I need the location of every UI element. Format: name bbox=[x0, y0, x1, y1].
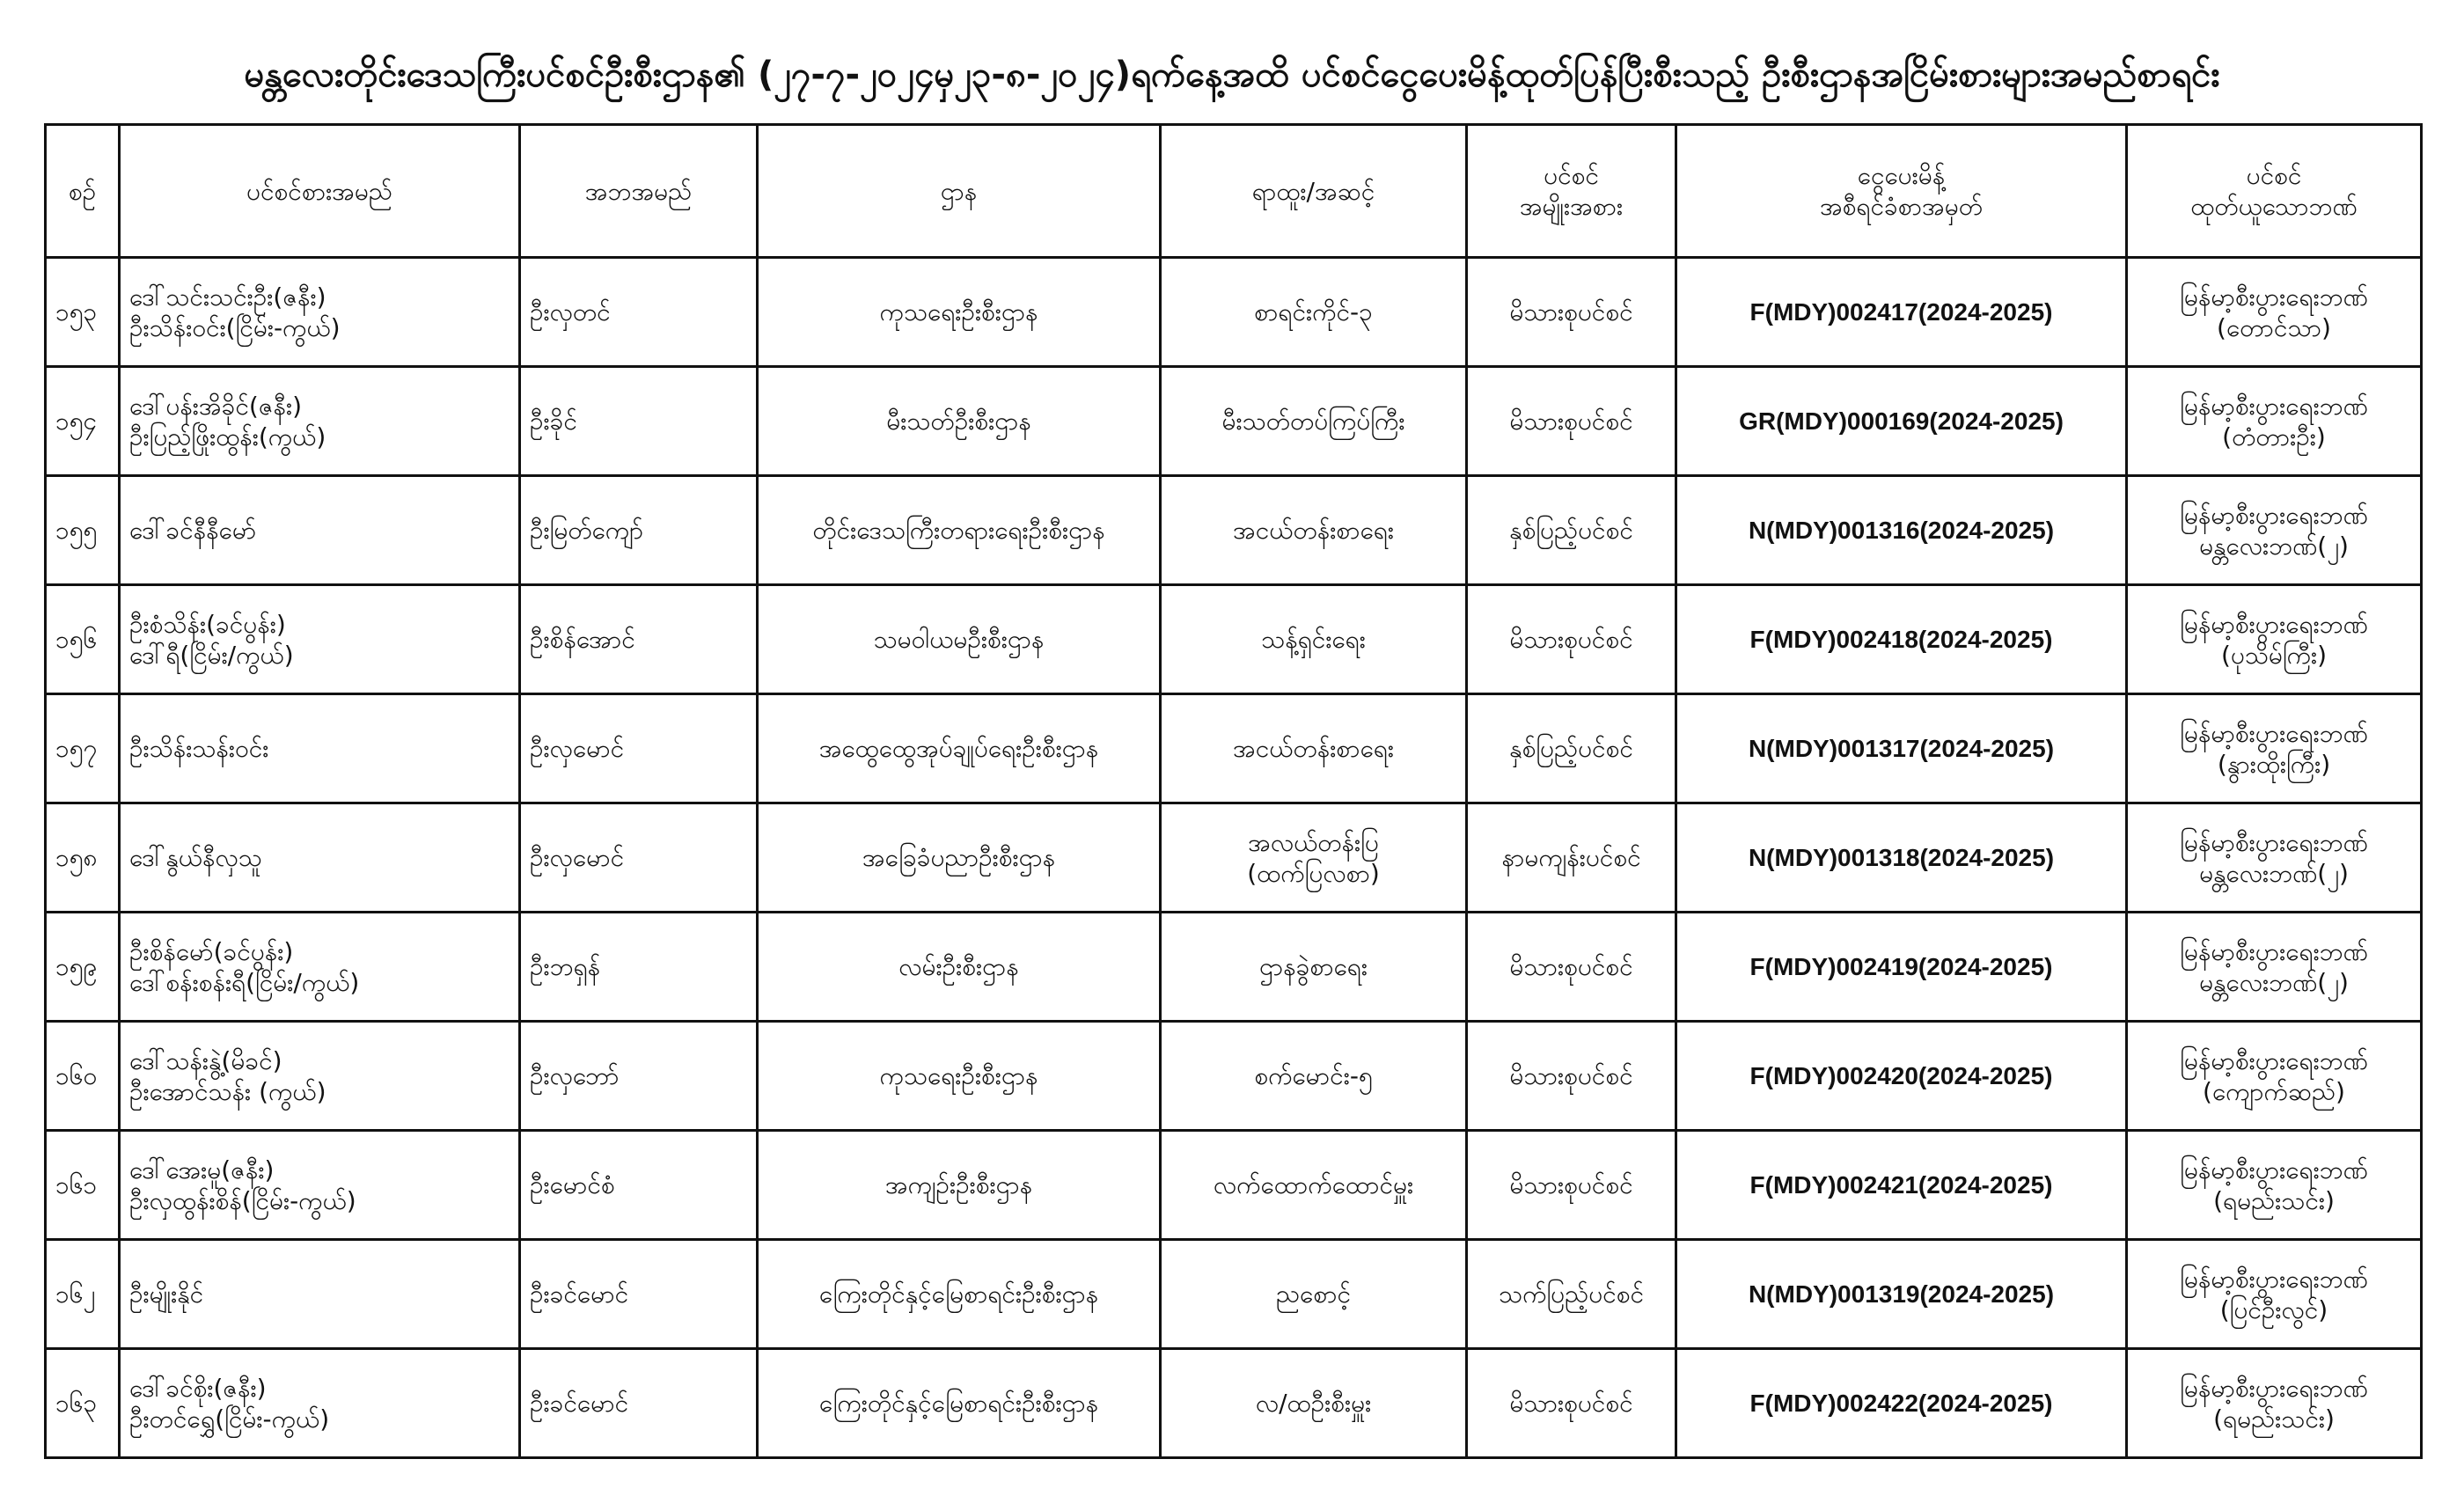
cell-reg: F(MDY)002418(2024-2025) bbox=[1676, 585, 2127, 694]
cell-position: သန့်ရှင်းရေး bbox=[1161, 585, 1467, 694]
cell-father: ဦးမြတ်ကျော် bbox=[520, 476, 758, 585]
cell-no: ၁၅၄ bbox=[46, 367, 120, 476]
bank-line1: မြန်မာ့စီးပွားရေးဘဏ် bbox=[2180, 609, 2368, 639]
cell-position: ဌာနခွဲစာရေး bbox=[1161, 913, 1467, 1022]
cell-position bbox=[1161, 803, 1467, 913]
bank-line2: (ပြင်ဦးလွင်) bbox=[2219, 1294, 2328, 1324]
name-line1: ဒေါ်ပန်းအိခိုင်(ဇနီး) bbox=[129, 391, 302, 421]
cell-reg: N(MDY)001317(2024-2025) bbox=[1676, 694, 2127, 803]
bank-line2: (ရမည်းသင်း) bbox=[2213, 1404, 2335, 1434]
header-bank bbox=[2127, 125, 2422, 258]
cell-position: စက်မောင်း-၅ bbox=[1161, 1022, 1467, 1131]
table-header-row bbox=[46, 125, 2422, 258]
cell-name bbox=[120, 585, 520, 694]
cell-type: မိသားစုပင်စင် bbox=[1467, 913, 1676, 1022]
position-line2: (ထက်ပြလစာ) bbox=[1247, 858, 1380, 888]
cell-dept: တိုင်းဒေသကြီးတရားရေးဦးစီးဌာန bbox=[758, 476, 1161, 585]
header-no: စဉ် bbox=[46, 125, 120, 258]
name-line1: ဒေါ်နွယ်နီလှသူ bbox=[129, 843, 262, 872]
cell-no: ၁၅၃ bbox=[46, 258, 120, 367]
name-line2: ဒေါ်ရီ(ငြိမ်း/ကွယ်) bbox=[129, 640, 294, 670]
cell-name bbox=[120, 694, 520, 803]
table-row bbox=[46, 1240, 2422, 1349]
cell-type: နှစ်ပြည့်ပင်စင် bbox=[1467, 476, 1676, 585]
cell-dept: သမဝါယမဦးစီးဌာန bbox=[758, 585, 1161, 694]
cell-father: ဦးလှတင် bbox=[520, 258, 758, 367]
name-line1: ဒေါ်အေးမူ(ဇနီး) bbox=[129, 1155, 275, 1184]
cell-dept: ကုသရေးဦးစီးဌာန bbox=[758, 258, 1161, 367]
header-dept: ဌာန bbox=[758, 125, 1161, 258]
cell-bank bbox=[2127, 367, 2422, 476]
cell-position: မီးသတ်တပ်ကြပ်ကြီး bbox=[1161, 367, 1467, 476]
cell-reg: GR(MDY)000169(2024-2025) bbox=[1676, 367, 2127, 476]
cell-dept: အခြေခံပညာဦးစီးဌာန bbox=[758, 803, 1161, 913]
header-father: အဘအမည် bbox=[520, 125, 758, 258]
cell-bank bbox=[2127, 694, 2422, 803]
name-line1: ဒေါ်ခင်နီနီမော် bbox=[129, 516, 257, 545]
cell-bank bbox=[2127, 1022, 2422, 1131]
header-reg-line2: အစီရင်ခံစာအမှတ် bbox=[1819, 192, 1984, 221]
table-row bbox=[46, 1349, 2422, 1458]
cell-type: နှစ်ပြည့်ပင်စင် bbox=[1467, 694, 1676, 803]
cell-type: မိသားစုပင်စင် bbox=[1467, 1349, 1676, 1458]
header-reg bbox=[1676, 125, 2127, 258]
bank-line1: မြန်မာ့စီးပွားရေးဘဏ် bbox=[2180, 282, 2368, 312]
cell-type: မိသားစုပင်စင် bbox=[1467, 367, 1676, 476]
cell-reg: N(MDY)001319(2024-2025) bbox=[1676, 1240, 2127, 1349]
name-line2: ဦးအောင်သန်း (ကွယ်) bbox=[129, 1076, 326, 1106]
cell-father: ဦးလှမောင် bbox=[520, 694, 758, 803]
bank-line1: မြန်မာ့စီးပွားရေးဘဏ် bbox=[2180, 936, 2368, 966]
cell-name bbox=[120, 1022, 520, 1131]
cell-type: သက်ပြည့်ပင်စင် bbox=[1467, 1240, 1676, 1349]
bank-line2: (ကျောက်ဆည်) bbox=[2203, 1076, 2345, 1106]
cell-position: စာရင်းကိုင်-၃ bbox=[1161, 258, 1467, 367]
bank-line1: မြန်မာ့စီးပွားရေးဘဏ် bbox=[2180, 718, 2368, 748]
table-row bbox=[46, 1131, 2422, 1240]
table-row bbox=[46, 367, 2422, 476]
name-line1: ဒေါ်ခင်စိုး(ဇနီး) bbox=[129, 1373, 267, 1403]
header-type bbox=[1467, 125, 1676, 258]
bank-line1: မြန်မာ့စီးပွားရေးဘဏ် bbox=[2180, 391, 2368, 421]
bank-line1: မြန်မာ့စီးပွားရေးဘဏ် bbox=[2180, 827, 2368, 857]
cell-position: အငယ်တန်းစာရေး bbox=[1161, 694, 1467, 803]
bank-line2: မန္တလေးဘဏ်(၂) bbox=[2199, 858, 2349, 888]
cell-name bbox=[120, 367, 520, 476]
cell-dept: အကျဉ်းဦးစီးဌာန bbox=[758, 1131, 1161, 1240]
cell-father: ဦးမောင်စံ bbox=[520, 1131, 758, 1240]
cell-bank bbox=[2127, 1240, 2422, 1349]
cell-reg: F(MDY)002421(2024-2025) bbox=[1676, 1131, 2127, 1240]
cell-dept: လမ်းဦးစီးဌာန bbox=[758, 913, 1161, 1022]
bank-line2: မန္တလေးဘဏ်(၂) bbox=[2199, 967, 2349, 997]
cell-reg: F(MDY)002419(2024-2025) bbox=[1676, 913, 2127, 1022]
cell-no: ၁၆၂ bbox=[46, 1240, 120, 1349]
bank-line2: (တံတားဦး) bbox=[2222, 422, 2326, 451]
cell-dept: မီးသတ်ဦးစီးဌာန bbox=[758, 367, 1161, 476]
bank-line1: မြန်မာ့စီးပွားရေးဘဏ် bbox=[2180, 1373, 2368, 1403]
cell-bank bbox=[2127, 1349, 2422, 1458]
header-type-line1: ပင်စင် bbox=[1544, 161, 1599, 190]
cell-dept: အထွေထွေအုပ်ချုပ်ရေးဦးစီးဌာန bbox=[758, 694, 1161, 803]
cell-no: ၁၆၀ bbox=[46, 1022, 120, 1131]
cell-bank bbox=[2127, 913, 2422, 1022]
cell-dept: ကုသရေးဦးစီးဌာန bbox=[758, 1022, 1161, 1131]
name-line1: ဦးသိန်းသန်းဝင်း bbox=[129, 734, 269, 763]
name-line2: ဦးသိန်းဝင်း(ငြိမ်း-ကွယ်) bbox=[129, 312, 341, 342]
cell-position: လက်ထောက်ထောင်မှူး bbox=[1161, 1131, 1467, 1240]
bank-line1: မြန်မာ့စီးပွားရေးဘဏ် bbox=[2180, 1264, 2368, 1294]
cell-no: ၁၅၇ bbox=[46, 694, 120, 803]
cell-name bbox=[120, 913, 520, 1022]
cell-dept: ကြေးတိုင်နှင့်မြေစာရင်းဦးစီးဌာန bbox=[758, 1349, 1161, 1458]
bank-line1: မြန်မာ့စီးပွားရေးဘဏ် bbox=[2180, 1155, 2368, 1184]
cell-reg: F(MDY)002422(2024-2025) bbox=[1676, 1349, 2127, 1458]
name-line1: ဦးမျိုးနိုင် bbox=[129, 1280, 204, 1309]
name-line2: ဦးတင်ရွှေ(ငြိမ်း-ကွယ်) bbox=[129, 1404, 330, 1434]
name-line2: ဒေါ်စန်းစန်းရီ(ငြိမ်း/ကွယ်) bbox=[129, 967, 360, 997]
cell-type: နာမကျန်းပင်စင် bbox=[1467, 803, 1676, 913]
cell-father: ဦးဘရှန် bbox=[520, 913, 758, 1022]
cell-position: ညစောင့် bbox=[1161, 1240, 1467, 1349]
cell-father: ဦးလှမောင် bbox=[520, 803, 758, 913]
header-position: ရာထူး/အဆင့် bbox=[1161, 125, 1467, 258]
bank-line1: မြန်မာ့စီးပွားရေးဘဏ် bbox=[2180, 1045, 2368, 1075]
bank-line2: မန္တလေးဘဏ်(၂) bbox=[2199, 531, 2349, 561]
cell-no: ၁၆၃ bbox=[46, 1349, 120, 1458]
cell-father: ဦးခိုင် bbox=[520, 367, 758, 476]
cell-bank bbox=[2127, 1131, 2422, 1240]
cell-name bbox=[120, 258, 520, 367]
cell-name bbox=[120, 803, 520, 913]
header-name: ပင်စင်စားအမည် bbox=[120, 125, 520, 258]
cell-bank bbox=[2127, 258, 2422, 367]
table-row bbox=[46, 585, 2422, 694]
cell-reg: F(MDY)002420(2024-2025) bbox=[1676, 1022, 2127, 1131]
cell-name bbox=[120, 476, 520, 585]
name-line1: ဒေါ်သင်းသင်းဦး(ဇနီး) bbox=[129, 282, 326, 312]
bank-line2: (တောင်သာ) bbox=[2217, 312, 2331, 342]
table-row bbox=[46, 258, 2422, 367]
cell-reg: N(MDY)001318(2024-2025) bbox=[1676, 803, 2127, 913]
cell-type: မိသားစုပင်စင် bbox=[1467, 258, 1676, 367]
bank-line1: မြန်မာ့စီးပွားရေးဘဏ် bbox=[2180, 500, 2368, 530]
header-type-line2: အမျိုးအစား bbox=[1519, 192, 1624, 221]
cell-reg: N(MDY)001316(2024-2025) bbox=[1676, 476, 2127, 585]
cell-position: အငယ်တန်းစာရေး bbox=[1161, 476, 1467, 585]
header-bank-line1: ပင်စင် bbox=[2246, 161, 2302, 190]
bank-line2: (ပုသိမ်ကြီး) bbox=[2220, 640, 2328, 670]
table-row bbox=[46, 803, 2422, 913]
header-reg-line1: ငွေပေးမိန့် bbox=[1857, 161, 1946, 190]
cell-name bbox=[120, 1131, 520, 1240]
cell-dept: ကြေးတိုင်နှင့်မြေစာရင်းဦးစီးဌာန bbox=[758, 1240, 1161, 1349]
name-line2: ဦးပြည့်ဖြိုးထွန်း(ကွယ်) bbox=[129, 422, 326, 451]
name-line2: ဦးလှထွန်းစိန်(ငြိမ်း-ကွယ်) bbox=[129, 1185, 356, 1215]
table-row bbox=[46, 476, 2422, 585]
cell-no: ၁၅၈ bbox=[46, 803, 120, 913]
cell-position: လ/ထဦးစီးမှူး bbox=[1161, 1349, 1467, 1458]
cell-type: မိသားစုပင်စင် bbox=[1467, 585, 1676, 694]
cell-reg: F(MDY)002417(2024-2025) bbox=[1676, 258, 2127, 367]
cell-type: မိသားစုပင်စင် bbox=[1467, 1131, 1676, 1240]
cell-bank bbox=[2127, 803, 2422, 913]
document-title: မန္တလေးတိုင်းဒေသကြီးပင်စင်ဦးစီးဌာန၏ (၂၇-၇-၂၀၂၄မှ၂၃-၈-၂၀၂၄)ရက်နေ့အထိ ပင်စင်ငွေပေးမိန့်ထုတ်ပြန်ပြီးစီးသည့် ဦးစီးဌာနအငြိမ်းစားများအမည်စာရင်း bbox=[244, 55, 2220, 95]
cell-bank bbox=[2127, 585, 2422, 694]
cell-father: ဦးခင်မောင် bbox=[520, 1240, 758, 1349]
cell-name bbox=[120, 1349, 520, 1458]
bank-line2: (နွားထိုးကြီး) bbox=[2217, 749, 2331, 779]
cell-bank bbox=[2127, 476, 2422, 585]
cell-no: ၁၅၉ bbox=[46, 913, 120, 1022]
bank-line2: (ရမည်းသင်း) bbox=[2213, 1185, 2335, 1215]
pension-roster-table bbox=[44, 123, 2423, 1459]
table-row bbox=[46, 913, 2422, 1022]
cell-name bbox=[120, 1240, 520, 1349]
table-row bbox=[46, 1022, 2422, 1131]
cell-no: ၁၅၅ bbox=[46, 476, 120, 585]
name-line1: ဒေါ်သန်းနွဲ့(မိခင်) bbox=[129, 1045, 282, 1075]
cell-no: ၁၅၆ bbox=[46, 585, 120, 694]
name-line1: ဦးစိန်မော်(ခင်ပွန်း) bbox=[129, 936, 294, 966]
table-row bbox=[46, 694, 2422, 803]
position-line1: အလယ်တန်းပြ bbox=[1248, 827, 1379, 857]
name-line1: ဦးစံသိန်း(ခင်ပွန်း) bbox=[129, 609, 286, 639]
cell-father: ဦးစိန်အောင် bbox=[520, 585, 758, 694]
cell-no: ၁၆၁ bbox=[46, 1131, 120, 1240]
header-bank-line2: ထုတ်ယူသောဘဏ် bbox=[2190, 192, 2358, 221]
cell-type: မိသားစုပင်စင် bbox=[1467, 1022, 1676, 1131]
cell-father: ဦးလှဘော် bbox=[520, 1022, 758, 1131]
cell-father: ဦးခင်မောင် bbox=[520, 1349, 758, 1458]
